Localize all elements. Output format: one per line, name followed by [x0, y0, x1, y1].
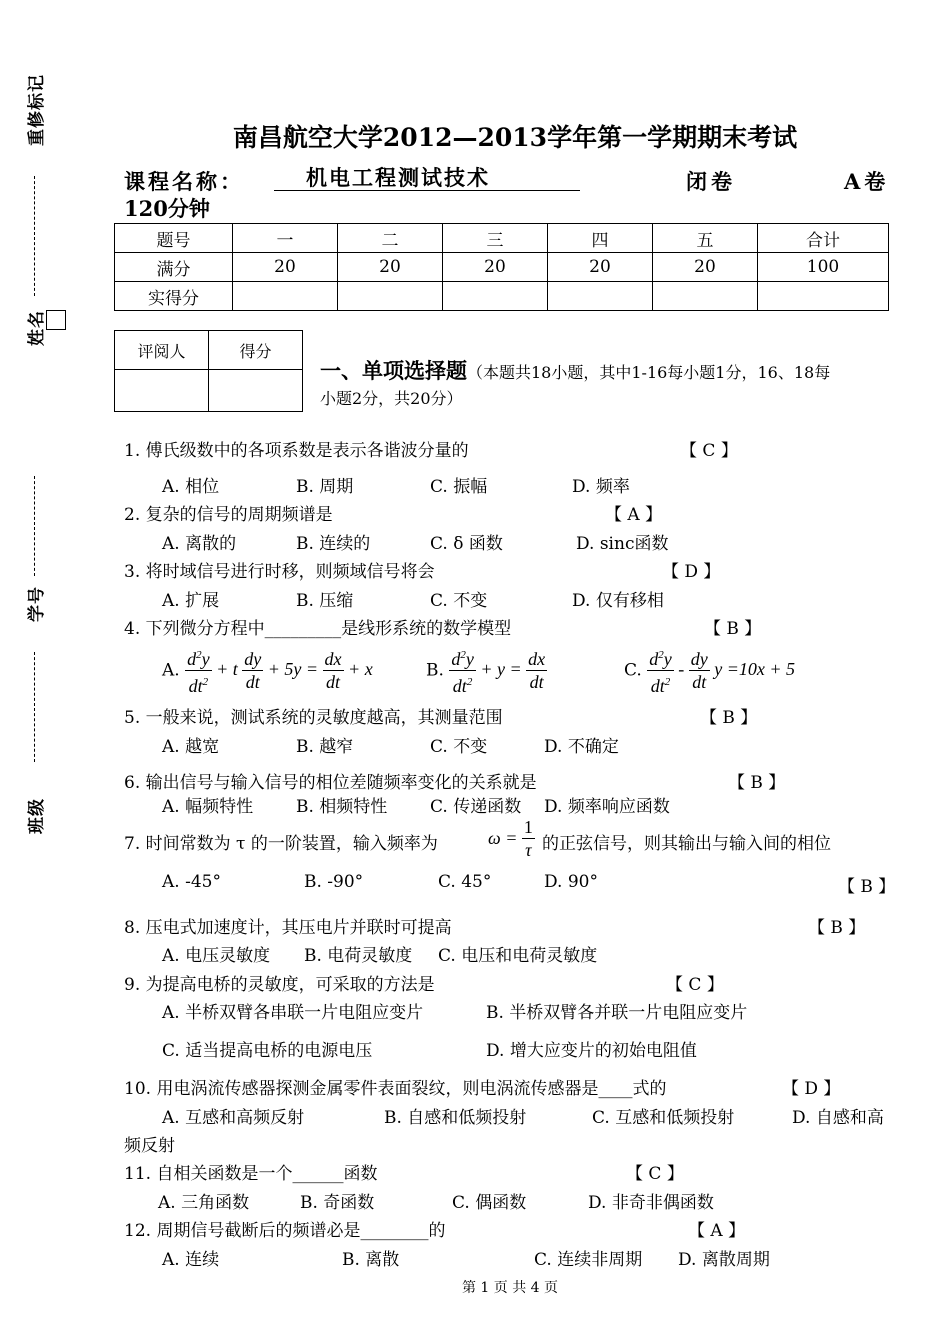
score-header: 得分 — [209, 331, 303, 370]
equation-term: + x — [343, 659, 373, 679]
score-cell: 20 — [653, 253, 758, 282]
option-c: C. 互感和低频投射 — [592, 1108, 735, 1128]
section1-heading-line — [320, 355, 830, 385]
option-d: D. 仅有移相 — [572, 591, 664, 611]
course-label: 课程名称： — [124, 169, 244, 194]
option-a: A. 离散的 — [162, 534, 237, 554]
score-cell: 五 — [653, 224, 758, 253]
option-b-equation — [426, 644, 547, 697]
option-c-label: C. — [624, 660, 642, 681]
equation-fraction: $\frac{1}{\tau}$ — [523, 817, 533, 860]
option-b: B. 奇函数 — [300, 1193, 375, 1213]
exam-title: 南昌航空大学2012—2013学年第一学期期末考试 — [232, 123, 798, 152]
exam-type: 闭卷 — [686, 169, 736, 194]
score-table — [114, 223, 889, 311]
option-d: D. 增大应变片的初始电阻值 — [486, 1041, 697, 1061]
equation-fraction: $\frac{dy}{dt}$ — [690, 649, 708, 692]
option-a-equation — [162, 644, 373, 697]
score-full-row — [115, 253, 889, 282]
section1-heading: 一、单项选择题 — [320, 358, 467, 383]
question-6: 6. 输出信号与输入信号的相位差随频率变化的关系就是 — [124, 773, 537, 793]
name-label: 姓名 — [27, 310, 47, 346]
page-footer: 第 1 页 共 4 页 — [461, 1280, 559, 1296]
answer-9: 【 C 】 — [666, 975, 724, 995]
option-a: A. 互感和高频反射 — [162, 1108, 305, 1128]
option-a-label: A. — [162, 660, 180, 681]
option-a: A. 越宽 — [162, 737, 220, 757]
equation-term: - — [673, 659, 689, 679]
score-cell: 题号 — [115, 224, 233, 253]
option-a: A. 连续 — [162, 1250, 220, 1270]
score-cell: 实得分 — [115, 282, 233, 311]
option-c: C. 偶函数 — [452, 1193, 527, 1213]
score-input-cell[interactable] — [233, 282, 338, 311]
option-c-equation — [624, 644, 795, 697]
section1-note-cont: 小题2分，共20分） — [320, 389, 463, 408]
equation-fraction: $\frac{d^2y}{dt^2}$ — [449, 644, 476, 697]
equation-fraction: $\frac{dx}{dt}$ — [528, 649, 546, 692]
option-c: C. 45° — [438, 872, 492, 892]
option-b-label: B. — [426, 660, 444, 681]
question-10: 10. 用电涡流传感器探测金属零件表面裂纹，则电涡流传感器是____式的 — [124, 1079, 667, 1099]
score-cell: 满分 — [115, 253, 233, 282]
course-name: 机电工程测试技术 — [274, 166, 580, 191]
score-header-row — [115, 224, 889, 253]
equation-term: ω = — [488, 828, 522, 848]
score-input-cell[interactable] — [758, 282, 889, 311]
answer-12: 【 A 】 — [688, 1221, 746, 1241]
question-3: 3. 将时域信号进行时移，则频域信号将会 — [124, 562, 435, 582]
option-d: D. 自感和高 — [792, 1108, 884, 1128]
score-input-cell[interactable] — [548, 282, 653, 311]
score-cell: 三 — [443, 224, 548, 253]
option-c: C. δ 函数 — [430, 534, 503, 554]
answer-5: 【 B 】 — [700, 708, 758, 728]
omega-equation — [488, 816, 535, 861]
question-12: 12. 周期信号截断后的频谱必是________的 — [124, 1221, 446, 1241]
exam-duration: 120分钟 — [124, 196, 210, 221]
equation-term: y =10x + 5 — [709, 659, 795, 679]
answer-11: 【 C 】 — [626, 1164, 684, 1184]
score-input-cell[interactable] — [653, 282, 758, 311]
question-2: 2. 复杂的信号的周期频谱是 — [124, 505, 333, 525]
option-d: D. 不确定 — [544, 737, 619, 757]
equation-fraction: $\frac{d^2y}{dt^2}$ — [185, 644, 212, 697]
option-c: C. 传递函数 — [430, 797, 522, 817]
option-d-cont: 频反射 — [124, 1136, 175, 1156]
option-b: B. 连续的 — [296, 534, 371, 554]
question-4: 4. 下列微分方程中_________是线形系统的数学模型 — [124, 619, 512, 639]
option-c: C. 连续非周期 — [534, 1250, 643, 1270]
option-d: D. 非奇非偶函数 — [588, 1193, 714, 1213]
option-a: A. -45° — [162, 872, 221, 892]
equation-fraction: $\frac{dx}{dt}$ — [324, 649, 342, 692]
option-c: C. 适当提高电桥的电源电压 — [162, 1041, 373, 1061]
answer-2: 【 A 】 — [605, 505, 663, 525]
option-d: D. 离散周期 — [678, 1250, 770, 1270]
reviewer-input-cell[interactable] — [115, 370, 209, 412]
margin-dash-2 — [34, 476, 35, 576]
option-b: B. 电荷灵敏度 — [304, 946, 413, 966]
equation-term: + t — [211, 659, 243, 679]
section1-note: （本题共18小题，其中1-16每小题1分，16、18每 — [467, 363, 831, 382]
question-11: 11. 自相关函数是一个______函数 — [124, 1164, 378, 1184]
equation-fraction: $\frac{d^2y}{dt^2}$ — [647, 644, 674, 697]
answer-4: 【 B 】 — [704, 619, 762, 639]
answer-8: 【 B 】 — [808, 918, 866, 938]
answer-7: 【 B 】 — [838, 877, 896, 897]
answer-6: 【 B 】 — [728, 773, 786, 793]
score-input-cell[interactable] — [443, 282, 548, 311]
answer-3: 【 D 】 — [662, 562, 721, 582]
option-a: A. 半桥双臂各串联一片电阻应变片 — [162, 1003, 424, 1023]
answer-10: 【 D 】 — [782, 1079, 841, 1099]
equation-fraction: $\frac{dy}{dt}$ — [244, 649, 262, 692]
option-a: A. 相位 — [162, 477, 220, 497]
question-9: 9. 为提高电桥的灵敏度，可采取的方法是 — [124, 975, 435, 995]
option-a: A. 三角函数 — [158, 1193, 250, 1213]
paper-version: A卷 — [844, 169, 890, 194]
reviewer-table — [114, 330, 303, 412]
option-d: D. 频率响应函数 — [544, 797, 670, 817]
question-7-post: 的正弦信号，则其输出与输入间的相位 — [542, 834, 831, 854]
option-a: A. 电压灵敏度 — [162, 946, 271, 966]
option-d: D. 频率 — [572, 477, 630, 497]
name-checkbox[interactable] — [46, 310, 66, 330]
score-actual-row — [115, 282, 889, 311]
question-7-pre: 7. 时间常数为 τ 的一阶装置，输入频率为 — [124, 834, 438, 854]
option-b: B. 半桥双臂各并联一片电阻应变片 — [486, 1003, 748, 1023]
score-cell: 20 — [548, 253, 653, 282]
option-b: B. 自感和低频投射 — [384, 1108, 527, 1128]
score-cell: 一 — [233, 224, 338, 253]
score-cell: 20 — [338, 253, 443, 282]
equation-term: + 5y = — [263, 659, 323, 679]
option-d: D. sinc函数 — [576, 534, 669, 554]
option-b: B. 离散 — [342, 1250, 400, 1270]
student-id-label: 学号 — [27, 586, 47, 622]
equation-term: + y = — [475, 659, 527, 679]
option-b: B. 周期 — [296, 477, 354, 497]
option-b: B. 相频特性 — [296, 797, 388, 817]
option-b: B. -90° — [304, 872, 364, 892]
margin-dash-3 — [34, 652, 35, 762]
score-cell: 20 — [443, 253, 548, 282]
score-cell: 100 — [758, 253, 889, 282]
option-d: D. 90° — [544, 872, 598, 892]
option-a: A. 扩展 — [162, 591, 220, 611]
option-b: B. 压缩 — [296, 591, 354, 611]
option-c: C. 振幅 — [430, 477, 488, 497]
score-cell: 20 — [233, 253, 338, 282]
margin-dash-1 — [34, 176, 35, 296]
option-c: C. 电压和电荷灵敏度 — [438, 946, 598, 966]
retake-mark-label: 重修标记 — [27, 74, 47, 146]
score-input-cell[interactable] — [338, 282, 443, 311]
option-c: C. 不变 — [430, 737, 488, 757]
option-a: A. 幅频特性 — [162, 797, 254, 817]
option-b: B. 越窄 — [296, 737, 354, 757]
class-label: 班级 — [27, 798, 47, 834]
question-1: 1. 傅氏级数中的各项系数是表示各谐波分量的 — [124, 441, 469, 461]
score-cell: 合计 — [758, 224, 889, 253]
score-cell: 四 — [548, 224, 653, 253]
option-c: C. 不变 — [430, 591, 488, 611]
question-5: 5. 一般来说，测试系统的灵敏度越高，其测量范围 — [124, 708, 503, 728]
question-8: 8. 压电式加速度计，其压电片并联时可提高 — [124, 918, 452, 938]
score-cell: 二 — [338, 224, 443, 253]
answer-1: 【 C 】 — [680, 441, 738, 461]
reviewer-header: 评阅人 — [115, 331, 209, 370]
score-input-cell[interactable] — [209, 370, 303, 412]
